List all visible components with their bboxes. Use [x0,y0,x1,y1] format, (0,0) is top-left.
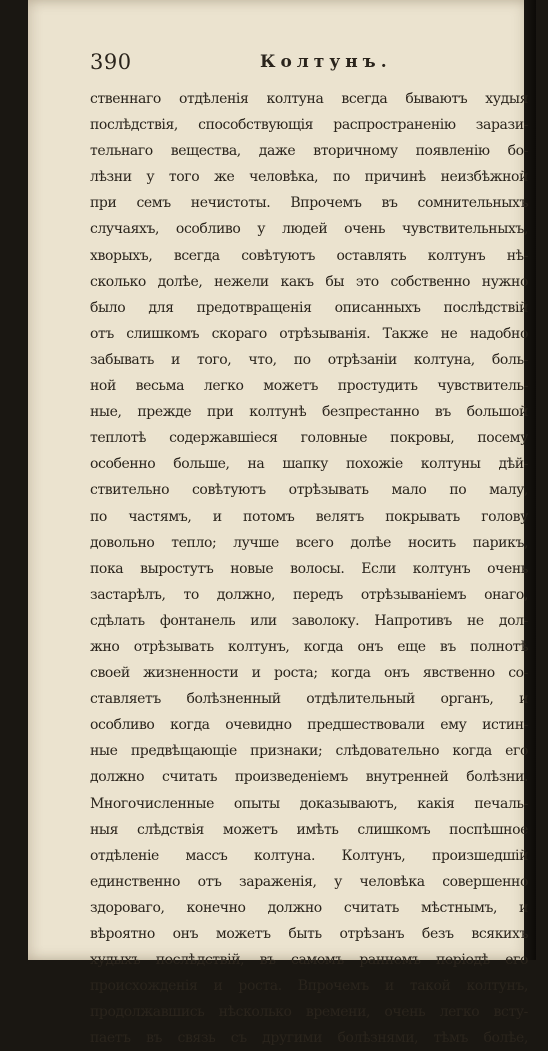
body-text [90,86,528,1051]
text-line: лѣзни у того же человѣка, по причинѣ неизбѣжной [90,169,528,186]
page-number: 390 [90,50,132,74]
text-line: сколько долѣе, нежели какъ бы это собственно нужно [90,273,528,290]
text-line: ныя слѣдствія можетъ имѣть слишкомъ поспѣшное [90,821,528,838]
text-line: продолжавшись нѣсколько времени, очень легко всту- [90,1004,528,1021]
text-line: паетъ въ связь съ другими болѣзнями, тѣмъ болѣе, [90,1030,528,1047]
text-line: довольно тепло; лучше всего долѣе носить парикъ, [90,534,528,551]
text-line: при семъ нечистоты. Впрочемъ въ сомнительныхъ [90,195,528,212]
text-line: застарѣлъ, то должно, передъ отрѣзываніемъ онаго, [90,586,528,603]
text-line: худыхъ послѣдствій, въ самомъ раннемъ періодѣ его [90,952,528,969]
text-line: ставляетъ болѣзненный отдѣлительный органъ, и [90,691,528,708]
text-line: сдѣлать фонтанель или заволоку. Напротивъ не дол- [90,612,528,629]
page-header [90,50,528,80]
text-line: особенно больше, на шапку похожіе колтуны дѣй- [90,456,528,473]
text-line: ные предвѣщающіе признаки; слѣдовательно когда его [90,743,528,760]
text-line: ствительно совѣтуютъ отрѣзывать мало по малу, [90,482,528,499]
text-line: происхожденія и роста. Впрочемъ и такой колтунъ, [90,978,528,995]
text-line: Многочисленные опыты доказываютъ, какія печаль- [90,795,528,812]
text-line: по частямъ, и потомъ велятъ покрывать голову [90,508,528,525]
text-line: тельнаго вещества, даже вторичному появленію бо- [90,143,528,160]
text-line: ные, прежде при колтунѣ безпрестанно въ большой [90,404,528,421]
text-line: было для предотвращенія описанныхъ послѣдствій [90,299,528,316]
text-line: отъ слишкомъ скораго отрѣзыванія. Также не надобно [90,325,528,342]
text-line: ной весьма легко можетъ простудить чувствитель- [90,378,528,395]
text-line: особливо когда очевидно предшествовали ему истин- [90,717,528,734]
text-line: послѣдствія, способствующія распространенію зарази- [90,117,528,134]
text-line: теплотѣ содержавшіеся головные покровы, посему [90,430,528,447]
text-line: вѣроятно онъ можетъ быть отрѣзанъ безъ всякихъ [90,926,528,942]
text-line: своей жизненности и роста; когда онъ явственно со- [90,665,528,682]
text-line: жно отрѣзывать колтунъ, когда онъ еще въ полнотѣ [90,638,528,655]
running-title: Колтунъ. [260,52,392,72]
text-line: здороваго, конечно должно считать мѣстнымъ, и [90,899,528,916]
text-line: случаяхъ, особливо у людей очень чувствительныхъ, [90,221,528,238]
text-line: забывать и того, что, по отрѣзаніи колтуна, боль- [90,351,528,368]
text-line: пока выростутъ новые волосы. Если колтунъ очень [90,560,528,577]
text-line: хворыхъ, всегда совѣтуютъ оставлять колтунъ нѣ- [90,247,528,264]
text-line: единственно отъ зараженія, у человѣка совершенно [90,873,528,890]
text-line: должно считать произведеніемъ внутренней болѣзни. [90,769,528,786]
text-line: ственнаго отдѣленія колтуна всегда бываютъ худыя [90,91,528,107]
text-line: отдѣленіе массъ колтуна. Колтунъ, произшедшій [90,847,528,864]
